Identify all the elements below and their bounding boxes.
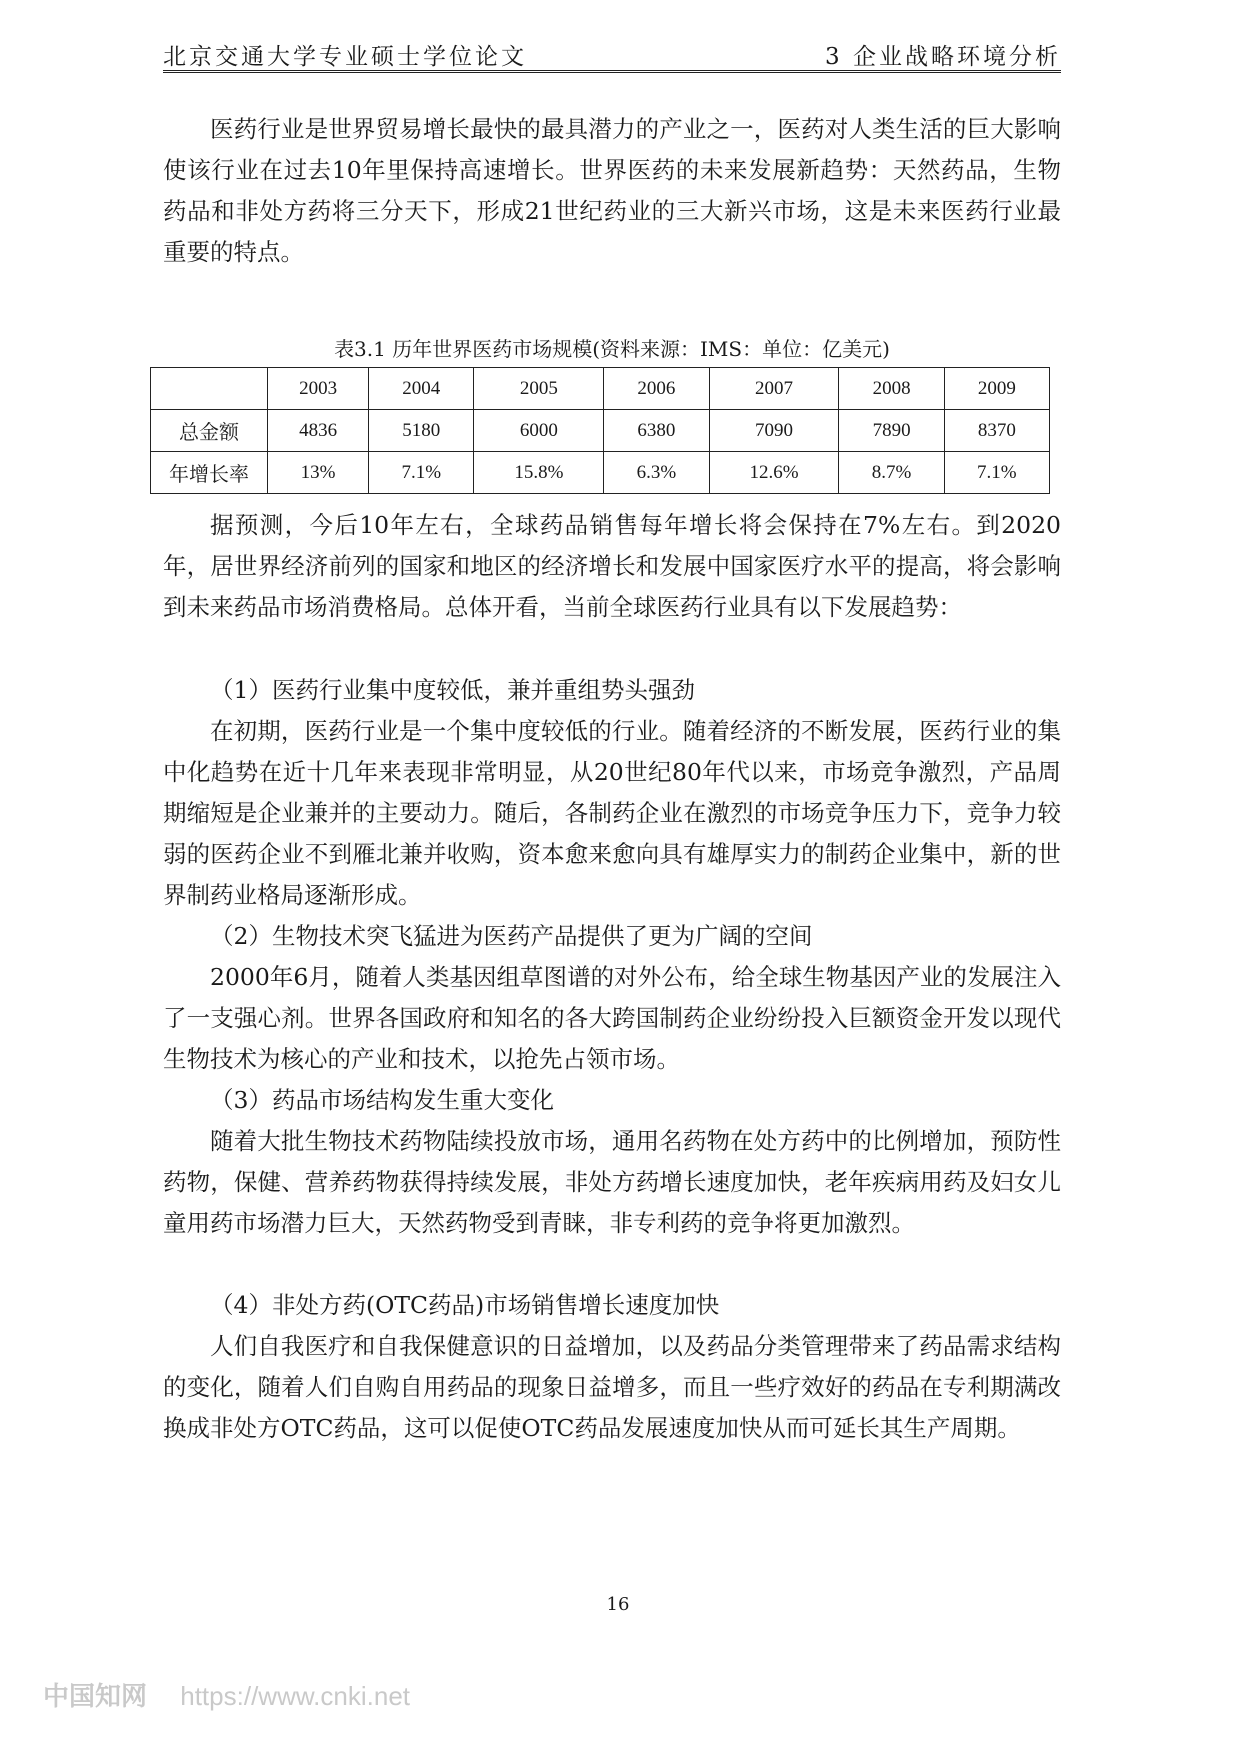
section-heading-2: （2）生物技术突飞猛进为医药产品提供了更为广阔的空间: [210, 922, 813, 950]
table-cell: 8.7%: [839, 452, 944, 494]
year-cell: 2004: [369, 368, 474, 410]
table-cell: 6.3%: [604, 452, 709, 494]
table-cell: 4836: [268, 410, 369, 452]
page-number: 16: [606, 1594, 630, 1615]
table-cell: 6380: [604, 410, 709, 452]
year-cell: 2009: [944, 368, 1049, 410]
watermark-brand: 中国知网: [43, 1681, 148, 1711]
table-cell: 8370: [944, 410, 1049, 452]
table-row: [151, 410, 1050, 452]
year-cell: 2008: [839, 368, 944, 410]
section-heading-3: （3）药品市场结构发生重大变化: [210, 1086, 554, 1114]
table-cell: 7.1%: [369, 452, 474, 494]
running-header: [163, 34, 1061, 73]
year-cell: 2005: [474, 368, 604, 410]
table-cell: 15.8%: [474, 452, 604, 494]
section-body-3: 随着大批生物技术药物陆续投放市场，通用名药物在处方药中的比例增加，预防性药物，保健、营养药物获得持续发展，非处方药增长速度加快，老年疾病用药及妇女儿童用药市场潜力巨大，天然药物受到青睐，非专利药的竞争将更加激烈。: [163, 1127, 1061, 1237]
forecast-paragraph: 据预测，今后10年左右，全球药品销售每年增长将会保持在7%左右。到2020年，居世界经济前列的国家和地区的经济增长和发展中国家医疗水平的提高，将会影响到未来药品市场消费格局。总体开看，当前全球医药行业具有以下发展趋势：: [163, 511, 1061, 621]
row-label-total: 总金额: [151, 410, 268, 452]
section-heading-1: （1）医药行业集中度较低，兼并重组势头强劲: [210, 676, 695, 704]
year-cell: 2006: [604, 368, 709, 410]
row-label-growth: 年增长率: [151, 452, 268, 494]
table-corner-cell: [151, 368, 268, 410]
section-body-4: 人们自我医疗和自我保健意识的日益增加，以及药品分类管理带来了药品需求结构的变化，随着人们自购自用药品的现象日益增多，而且一些疗效好的药品在专利期满改换成非处方OTC药品，这可以促使OTC药品发展速度加快从而可延长其生产周期。: [163, 1332, 1061, 1442]
table-cell: 6000: [474, 410, 604, 452]
table-cell: 13%: [268, 452, 369, 494]
section-body-1: 在初期，医药行业是一个集中度较低的行业。随着经济的不断发展，医药行业的集中化趋势在近十几年来表现非常明显，从20世纪80年代以来，市场竞争激烈，产品周期缩短是企业兼并的主要动力。随后，各制药企业在激烈的市场竞争压力下，竞争力较弱的医药企业不到雁北兼并收购，资本愈来愈向具有雄厚实力的制药企业集中，新的世界制药业格局逐渐形成。: [163, 717, 1061, 909]
table-cell: 7890: [839, 410, 944, 452]
year-cell: 2003: [268, 368, 369, 410]
section-body-2: 2000年6月，随着人类基因组草图谱的对外公布，给全球生物基因产业的发展注入了一支强心剂。世界各国政府和知名的各大跨国制药企业纷纷投入巨额资金开发以现代生物技术为核心的产业和技术，以抢先占领市场。: [163, 963, 1061, 1073]
cnki-watermark: [43, 1676, 410, 1713]
table-caption: 表3.1 历年世界医药市场规模(资料来源：IMS：单位：亿美元): [334, 337, 890, 361]
table-row: [151, 452, 1050, 494]
intro-paragraph: 医药行业是世界贸易增长最快的最具潜力的产业之一，医药对人类生活的巨大影响使该行业在过去10年里保持高速增长。世界医药的未来发展新趋势：天然药品，生物药品和非处方药将三分天下，形成21世纪药业的三大新兴市场，这是未来医药行业最重要的特点。: [163, 115, 1061, 266]
table-cell: 12.6%: [709, 452, 839, 494]
header-chapter-title: 3 企业战略环境分析: [825, 44, 1061, 70]
table-header-row: [151, 368, 1050, 410]
table-cell: 7.1%: [944, 452, 1049, 494]
table-cell: 7090: [709, 410, 839, 452]
table-cell: 5180: [369, 410, 474, 452]
watermark-url: https://www.cnki.net: [180, 1681, 411, 1711]
market-size-table: [150, 367, 1050, 494]
section-heading-4: （4）非处方药(OTC药品)市场销售增长速度加快: [210, 1291, 720, 1319]
year-cell: 2007: [709, 368, 839, 410]
header-thesis-title: 北京交通大学专业硕士学位论文: [163, 44, 527, 70]
